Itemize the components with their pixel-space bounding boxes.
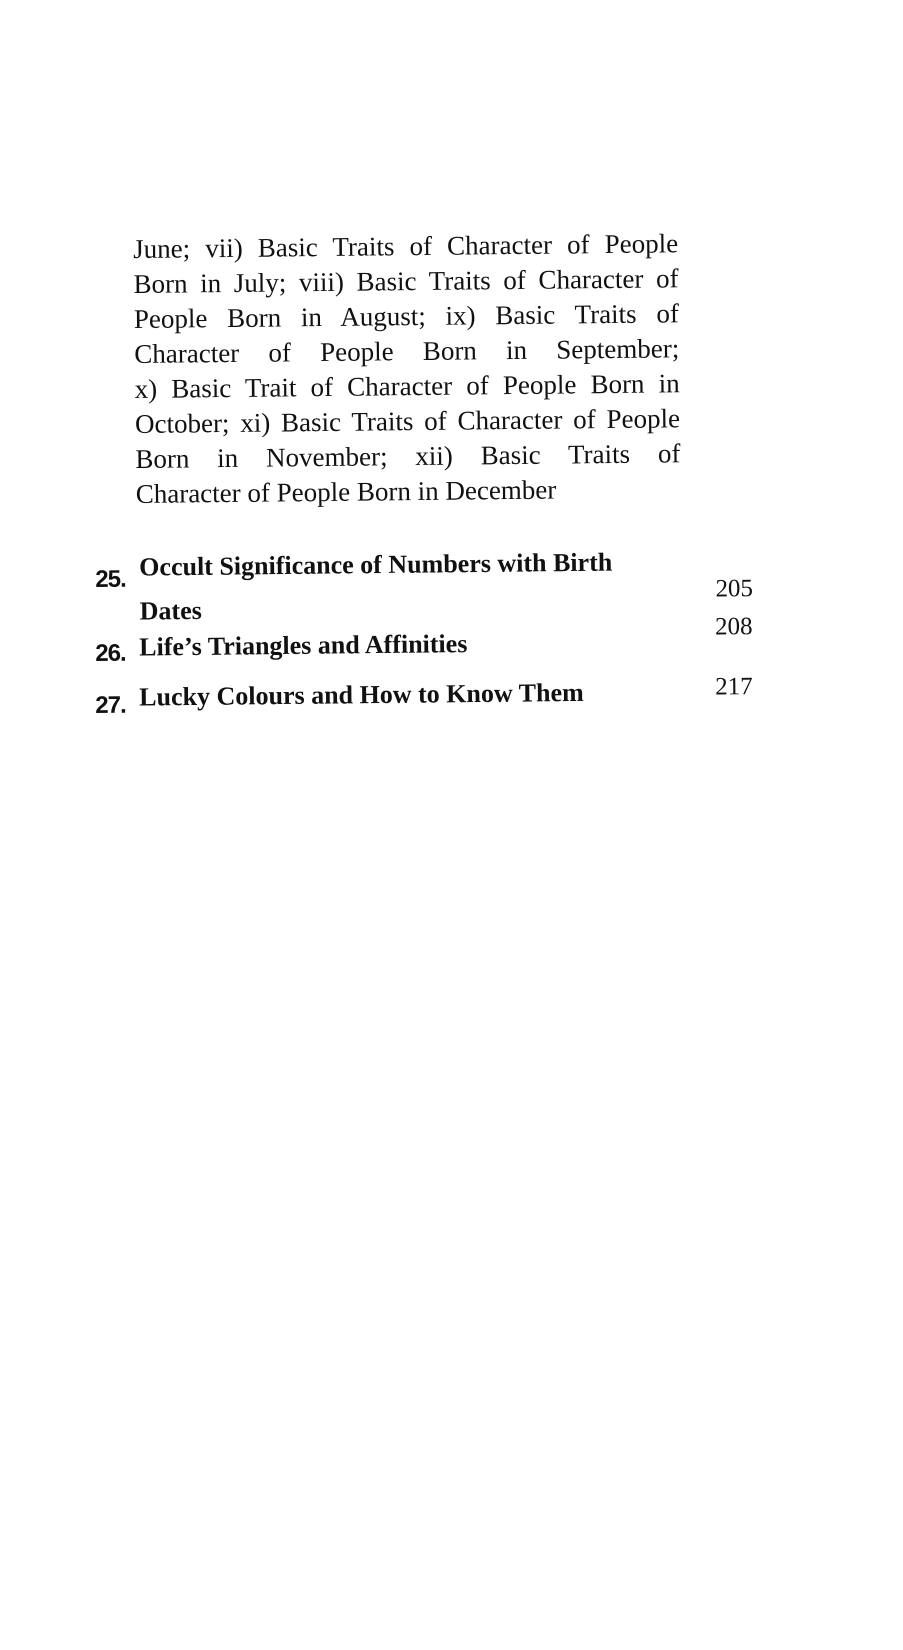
chapter-title: Life’s Triangles and Affinities bbox=[139, 629, 468, 662]
chapter-number: 27. bbox=[95, 691, 126, 719]
chapter-title-line: Occult Significance of Numbers with Birth bbox=[139, 547, 613, 582]
toc-entry-25 bbox=[95, 539, 755, 626]
text-line: Character of People Born in September; bbox=[134, 333, 680, 369]
chapter-title bbox=[139, 540, 650, 633]
text-line: x) Basic Trait of Character of People Born in bbox=[134, 368, 680, 404]
page-number: 217 bbox=[715, 673, 753, 701]
chapter-title-line: Dates bbox=[139, 595, 202, 626]
chapter-title: Lucky Colours and How to Know Them bbox=[139, 677, 584, 712]
chapter-number: 25. bbox=[95, 565, 126, 593]
toc-continuation-text bbox=[133, 226, 681, 512]
text-line: Character of People Born in December bbox=[135, 474, 557, 509]
chapter-number: 26. bbox=[95, 639, 126, 667]
text-line: June; vii) Basic Traits of Character of People bbox=[133, 228, 679, 264]
toc-entry-27 bbox=[95, 669, 755, 719]
text-line: October; xi) Basic Traits of Character of People bbox=[134, 403, 681, 439]
text-line: People Born in August; ix) Basic Traits of bbox=[133, 298, 680, 334]
text-line: Born in July; viii) Basic Traits of Character of bbox=[133, 263, 679, 299]
page-number: 205 bbox=[715, 575, 754, 603]
text-line: Born in November; xii) Basic Traits of bbox=[135, 438, 681, 474]
page-number: 208 bbox=[714, 613, 753, 641]
